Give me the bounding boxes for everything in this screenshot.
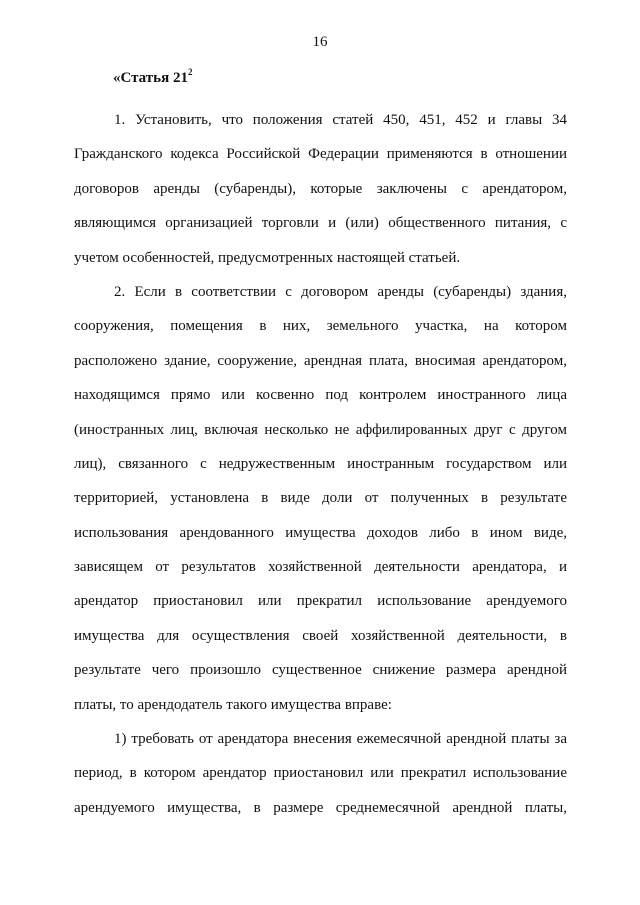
article-title [113,68,192,87]
text-line: находящимся прямо или косвенно под контролем иностранного лица [74,387,567,404]
text-line: результате чего произошло существенное снижение размера арендной [74,662,567,679]
text-line: учетом особенностей, предусмотренных настоящей статьей. [74,249,461,266]
text-line: 1) требовать от арендатора внесения ежемесячной арендной платы за [114,731,567,748]
text-line: Гражданского кодекса Российской Федерации применяются в отношении [74,146,567,163]
article-title-text: «Статья 21 [113,70,188,86]
text-line: зависящем от результатов хозяйственной деятельности арендатора, и [74,559,567,576]
text-line: арендуемого имущества, в размере среднемесячной арендной платы, [74,799,567,816]
text-line: имущества для осуществления своей хозяйственной деятельности, в [74,627,567,644]
text-line: лиц), связанного с недружественным иностранным государством или [74,455,567,472]
text-line: 2. Если в соответствии с договором аренды (субаренды) здания, [114,283,567,300]
text-line: период, в котором арендатор приостановил или прекратил использование [74,765,567,782]
article-body [74,103,567,825]
text-line: арендатор приостановил или прекратил использование арендуемого [74,593,567,610]
page-number: 16 [312,34,328,50]
text-line: территорией, установлена в виде доли от полученных в результате [74,490,567,507]
text-line: платы, то арендодатель такого имущества вправе: [74,696,392,713]
article-title-superscript: 2 [187,67,193,77]
text-line: (иностранных лиц, включая несколько не аффилированных друг с другом [74,421,567,438]
text-line: являющимся организацией торговли и (или) общественного питания, с [74,215,567,232]
text-line: договоров аренды (субаренды), которые заключены с арендатором, [74,180,567,197]
text-line: использования арендованного имущества доходов либо в ином виде, [74,524,567,541]
text-line: 1. Установить, что положения статей 450, 451, 452 и главы 34 [114,112,567,128]
text-line: расположено здание, сооружение, арендная плата, вносимая арендатором, [74,352,567,369]
text-line: сооружения, помещения в них, земельного участка, на котором [74,318,567,335]
